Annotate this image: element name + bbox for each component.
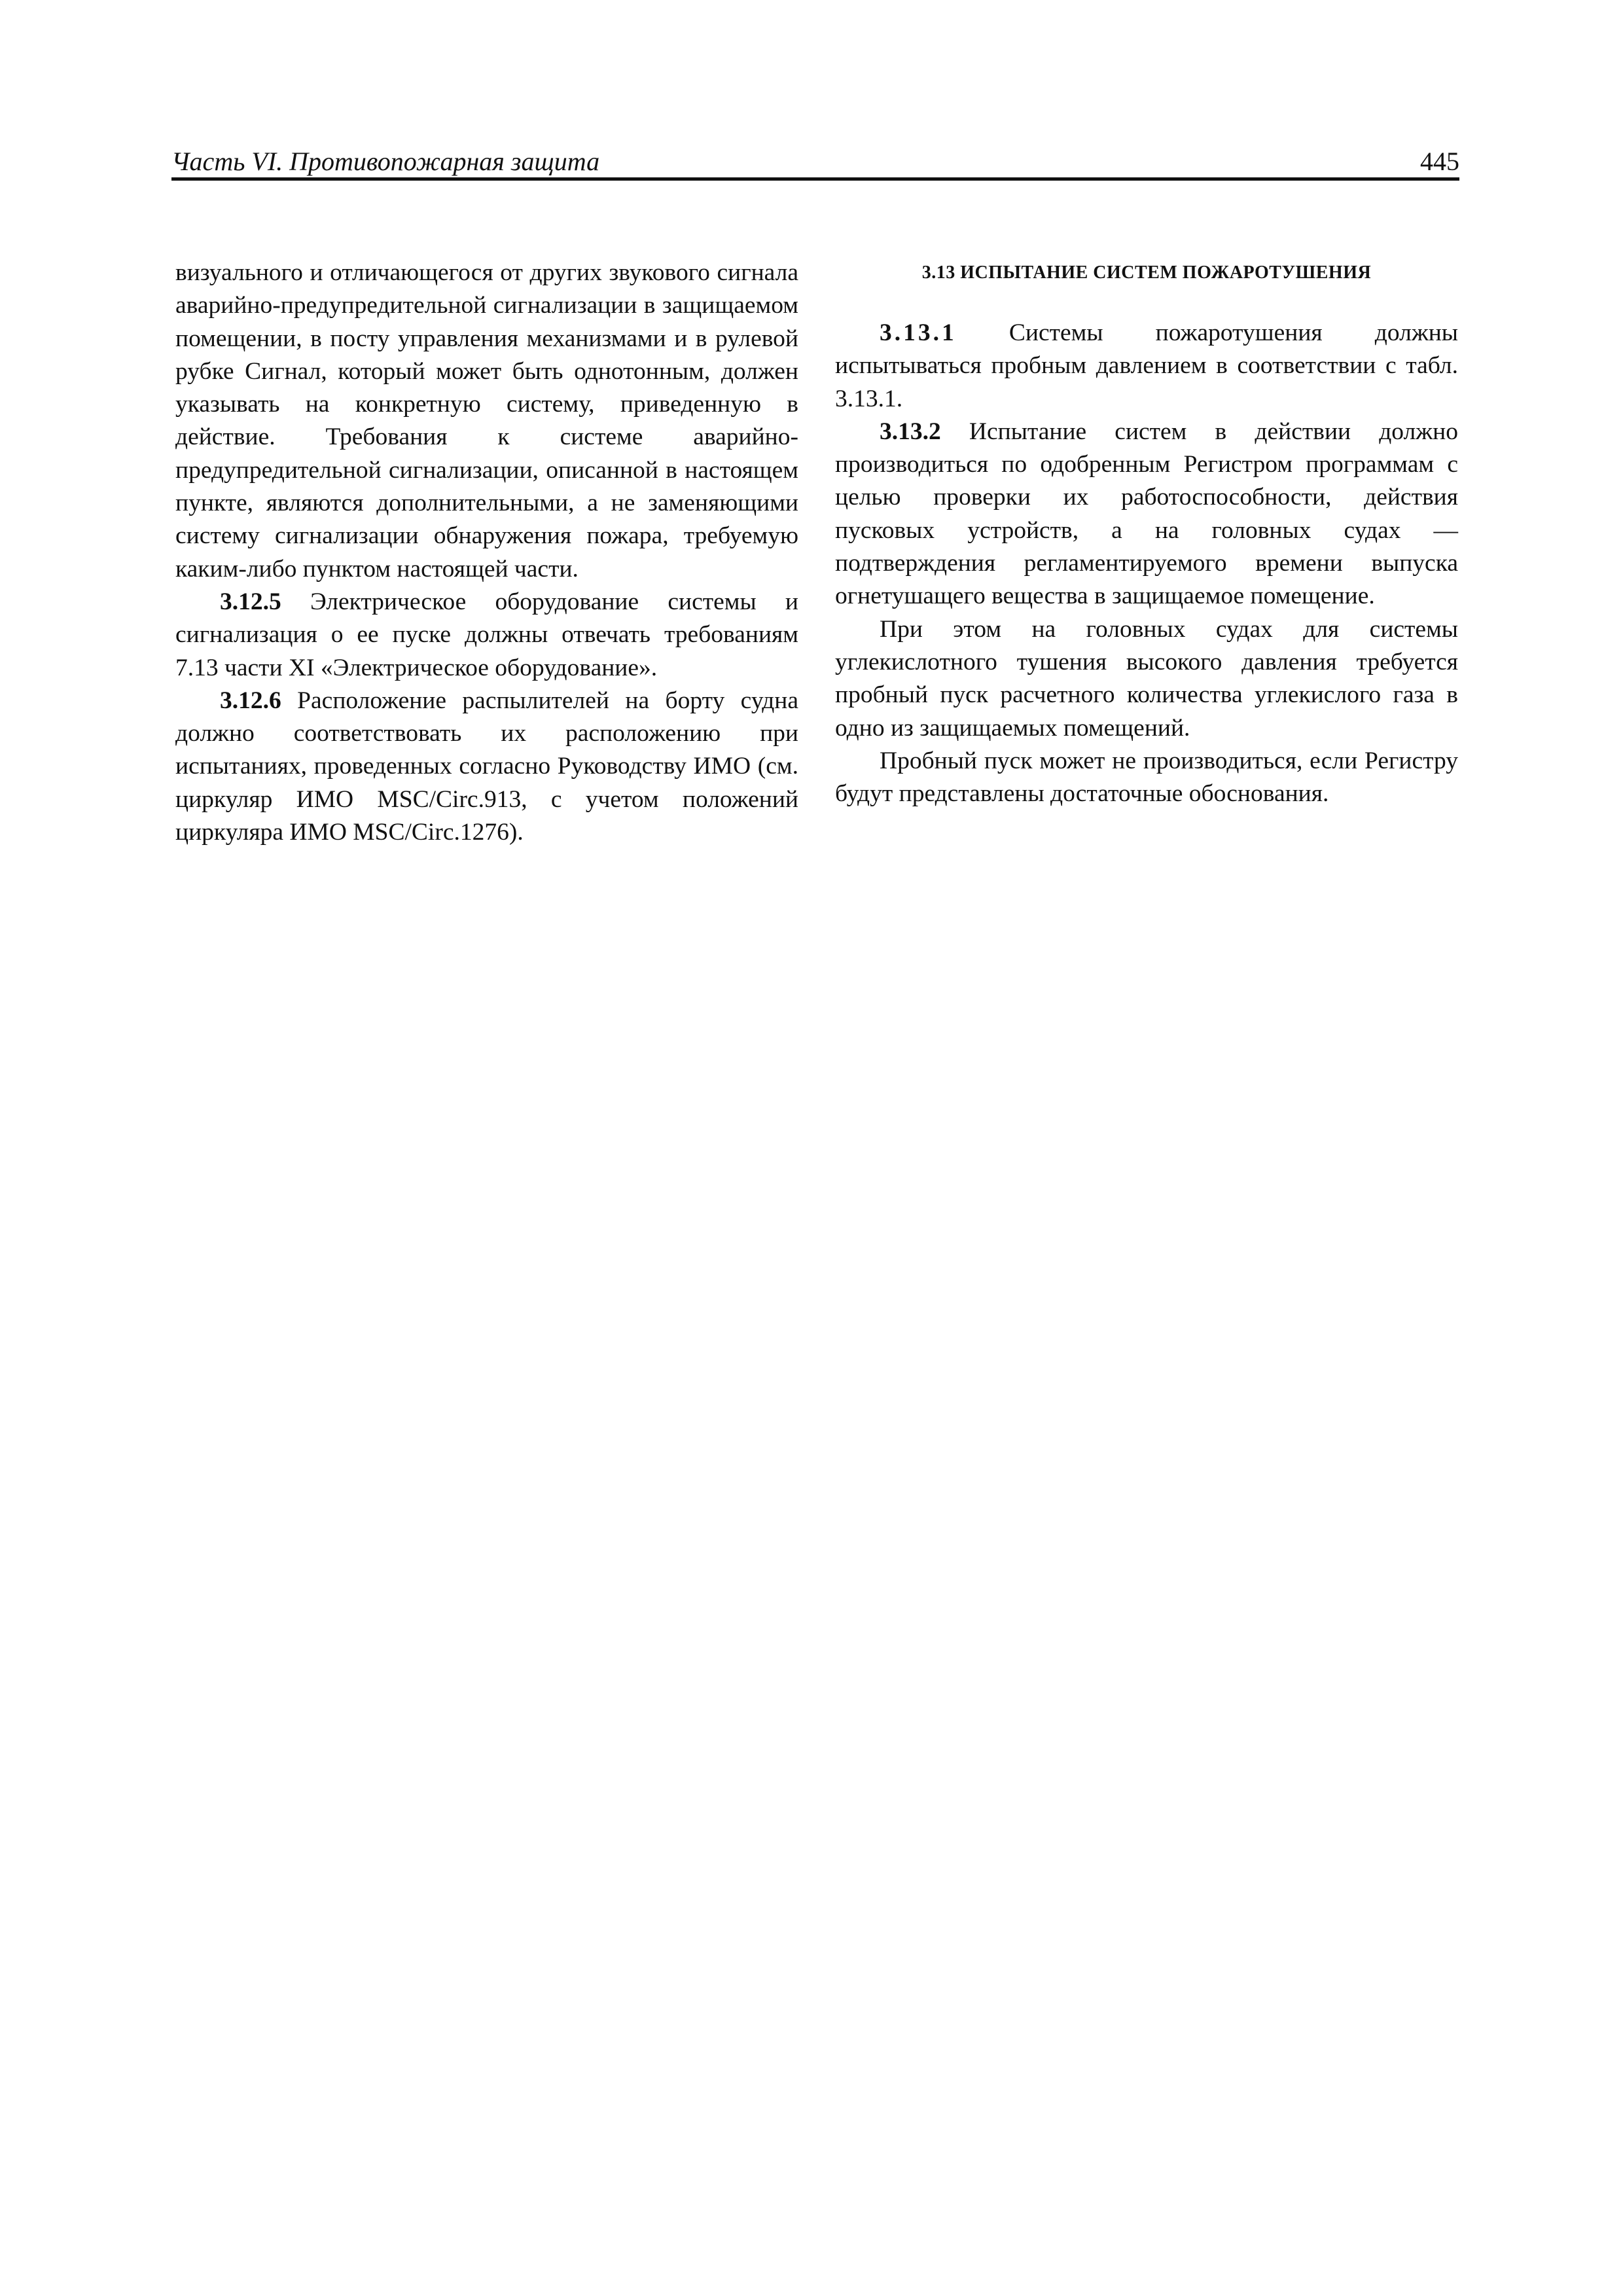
- paragraph-text: Испытание систем в действии должно производиться по одобренным Регистром программам с целью проверки их работоспособности, действия пусковых устройств, а на головных судах — подтверждения регламентируемого времени выпуска огнетушащего вещества в защищаемое помещение.: [835, 418, 1458, 610]
- paragraph-text: Расположение распылителей на борту судна должно соответствовать их расположению при испытаниях, проведенных согласно Руководству ИМО (см. циркуляр ИМО MSC/Circ.913, с учетом положений циркуляра ИМО MSC/Circ.1276).: [175, 687, 798, 846]
- paragraph-number: 3.12.6: [220, 687, 281, 714]
- paragraph-test-launch: Пробный пуск может не производиться, если Регистру будут представлены достаточные обоснования.: [835, 747, 1458, 808]
- paragraph-text: Электрическое оборудование системы и сигнализация о ее пуске должны отвечать требованиям 7.13 части XI «Электрическое оборудование».: [175, 588, 798, 681]
- page-number: 445: [1420, 147, 1459, 176]
- section-heading: 3.13 ИСПЫТАНИЕ СИСТЕМ ПОЖАРОТУШЕНИЯ: [921, 262, 1372, 283]
- paragraph-continuation: визуального и отличающегося от других звукового сигнала аварийно-предупредительной сигнализации в защищаемом помещении, в посту управления механизмами и в рулевой рубке Сигнал, который может быть однотонным, должен указывать на конкретную систему, приведенную в действие. Требования к системе аварийно-предупредительной сигнализации, описанной в настоящем пункте, являются дополнительными, а не заменяющими систему сигнализации обнаружения пожара, требуемую каким-либо пунктом настоящей части.: [175, 259, 798, 583]
- right-column: [835, 257, 1458, 810]
- header-rule: [171, 177, 1459, 181]
- paragraph-number: 3.13.2: [880, 418, 941, 445]
- paragraph-number: 3.12.5: [220, 588, 281, 615]
- paragraph-3-13-1: [835, 317, 1458, 416]
- paragraph-co2-test: При этом на головных судах для системы углекислотного тушения высокого давления требуется пробный пуск расчетного количества углекислого газа в одно из защищаемых помещений.: [835, 615, 1458, 742]
- running-head: [171, 145, 1459, 178]
- paragraph-number: 3.13.1: [880, 319, 957, 346]
- paragraph-text: Системы пожаротушения должны испытываться пробным давлением в соответствии с табл. 3.13.1.: [835, 319, 1458, 412]
- paragraph-3-12-5: [175, 586, 798, 685]
- paragraph-3-12-6: [175, 685, 798, 849]
- left-column: [175, 257, 798, 849]
- paragraph-3-13-2: [835, 416, 1458, 613]
- running-head-title: Часть VI. Противопожарная защита: [171, 147, 600, 176]
